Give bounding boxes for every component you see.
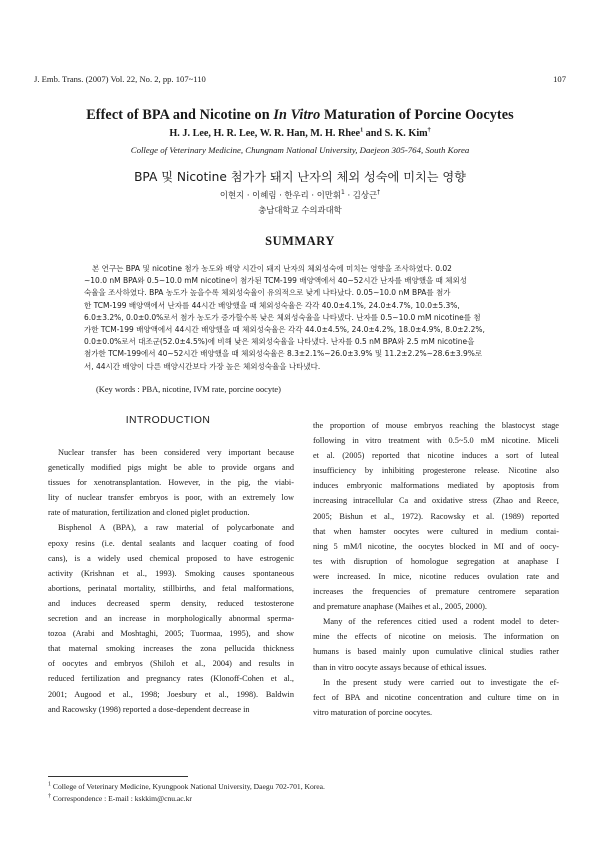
text-line: fect of BPA and nicotine concentration and culture time on in	[313, 692, 559, 702]
footnotes	[48, 781, 325, 805]
footnote-2	[48, 793, 325, 805]
text-line: In the present study were carried out to investigate the ef-	[323, 677, 559, 687]
introduction-right-column	[313, 418, 559, 720]
footnote-2-text: Correspondence : E-mail : kskkim@cnu.ac.kr	[51, 794, 192, 803]
text-line: following in vitro treatment with 0.5~5.0 mM nicotine. Miceli	[313, 436, 559, 446]
text-line: Many of the references citied used a rodent model to deter-	[323, 617, 559, 627]
text-line: epoxy resins (i.e. dental sealants and lacquer coating of food	[48, 538, 294, 548]
summary-line: ~10.0 nM BPA와 0.5~10.0 mM nicotine이 첨가된 TCM-199 배양액에서 40~52시간 난자를 배양했을 때 체외성	[84, 276, 468, 286]
text-line: that maternal smoking increases the zona pellucida thickness	[48, 644, 294, 654]
korean-authors	[30, 189, 570, 201]
author-list	[30, 128, 570, 139]
journal-citation: J. Emb. Trans. (2007) Vol. 22, No. 2, pp. 107~110	[34, 74, 206, 84]
text-line: increasing intracellular Ca and oxidative stress (Zhao and Reece,	[313, 496, 559, 506]
text-line: increases the frequencies of premature centromere separation	[313, 587, 559, 597]
text-line: secretion and an increase in morphologically abnormal sperma-	[48, 614, 294, 624]
text-line: and induces decreased sperm density, reduced testosterone	[48, 598, 294, 608]
text-line: than in vitro oocyte assays because of ethical issues.	[313, 662, 487, 672]
footnote-1-mark: 1	[48, 781, 51, 788]
text-line: Bisphenol A (BPA), a raw material of polycarbonate and	[58, 523, 294, 533]
summary-line: 0.0±0.0%로서 대조군(52.0±4.5%)에 비해 낮은 체외성숙율을 나타냈다. 난자를 0.5 nM BPA와 2.5 mM nicotine을	[84, 337, 475, 347]
korean-title: BPA 및 Nicotine 첨가가 돼지 난자의 체외 성숙에 미치는 영향	[134, 170, 466, 184]
summary-text	[84, 263, 528, 373]
text-line: tissues for xenotransplantation. However, in the pig, the viabi-	[48, 478, 294, 488]
text-line: that when hamster oocytes were cultured in medium contai-	[313, 526, 559, 536]
text-line: induces embryonic malformations mediated by apoptosis from	[313, 481, 559, 491]
korean-affiliation: 충남대학교 수의과대학	[258, 205, 342, 215]
text-line: tes with disruption of homologue segregation at anaphase I	[313, 556, 559, 566]
footnote-divider	[48, 776, 188, 777]
text-line: vitro maturation of porcine oocytes.	[313, 707, 433, 717]
text-line: et al. (2005) reported that nicotine induces a sort of luteal	[313, 451, 559, 461]
summary-line: 6.0±3.2%, 0.0±0.0%로서 첨가 농도가 증가할수록 낮은 체외성숙율을 나타냈다. 난자를 0.5~10.0 mM nicotine를 첨	[84, 312, 481, 322]
text-line: tozoa (Arabi and Moshtaghi, 2005; Tuormaa, 1995), and show	[48, 629, 294, 639]
text-line: activity (Krishnan et al., 1993). Smoking causes spontaneous	[48, 568, 294, 578]
keywords: (Key words : PBA, nicotine, IVM rate, porcine oocyte)	[96, 385, 281, 394]
korean-author-mark-1: 1	[340, 189, 345, 197]
summary-line: 숙율을 조사하였다. BPA 농도가 높을수록 체외성숙율이 유의적으로 낮게 나타났다. 0.05~10.0 nM BPA를 첨가	[84, 288, 451, 298]
text-line: Nuclear transfer has been considered very important because	[58, 448, 294, 457]
text-line: the proportion of mouse embryos reaching the blastocyst stage	[313, 421, 559, 430]
footnote-2-mark: †	[48, 793, 51, 800]
paper-title	[30, 107, 570, 124]
text-line: reduced fertilization and pregnancy rates (Klonoff-Cohen et al.,	[48, 674, 294, 684]
footnote-1-text: College of Veterinary Medicine, Kyungpook National University, Daegu 702-701, Korea.	[51, 782, 325, 791]
text-line: were increased. In mice, nicotine reduces ovulation rate and	[313, 571, 559, 581]
text-line: 2005; Bishun et al., 1972). Racowsky et al. (1989) reported	[313, 511, 559, 521]
author-names: H. J. Lee, H. R. Lee, W. R. Han, M. H. Rhee	[169, 128, 361, 139]
text-line: insufficiency by inhibiting progesterone release. Nicotine also	[313, 466, 559, 476]
text-line: cans), is a widely used chemical proposed to have estrogenic	[48, 553, 294, 563]
title-italic: In Vitro	[273, 107, 321, 123]
summary-heading: SUMMARY	[265, 234, 335, 248]
summary-line: 첨가한 TCM-199에서 40~52시간 배양했을 때 체외성숙율은 8.3±2.1%~26.0±3.9% 및 11.2±2.2%~28.6±3.9%로	[84, 349, 483, 359]
author-last: and S. K. Kim	[363, 128, 428, 139]
text-line: humans is based mainly upon cumulative clinical studies rather	[313, 647, 559, 657]
summary-line: 가한 TCM-199 배양액에서 44시간 배양했을 때 체외성숙율은 각각 44.0±4.5%, 24.0±4.2%, 18.0±4.9%, 8.0±2.2%,	[84, 325, 485, 335]
korean-author-last: · 김상근	[344, 190, 378, 200]
korean-author-names: 이현지 · 이혜림 · 한우리 · 이만휘	[219, 190, 341, 200]
text-line: 2001; Augood et al., 1998; Joesbury et al., 1998). Baldwin	[48, 689, 294, 699]
text-line: ning 5 mM/l nicotine, the oocytes blocked in MI and of oocy-	[313, 541, 559, 551]
text-line: and premature anaphase (Maihes et al., 2005, 2000).	[313, 602, 487, 612]
introduction-left-column	[48, 445, 294, 717]
text-line: lity of nuclear transfer embryos is poor, with an extremely low	[48, 493, 294, 503]
page-number: 107	[553, 74, 566, 84]
summary-line: 한 TCM-199 배양액에서 난자를 44시간 배양했을 때 체외성숙율은 각각 40.0±4.1%, 24.0±4.7%, 10.0±5.3%,	[84, 300, 460, 310]
affiliation: College of Veterinary Medicine, Chungnam National University, Daejeon 305-764, South Korea	[130, 145, 470, 155]
title-part-2: Maturation of Porcine Oocytes	[320, 107, 514, 123]
text-line: abortions, perinatal mortality, stillbirths, and fetal malformations,	[48, 583, 294, 593]
introduction-heading: INTRODUCTION	[125, 415, 211, 426]
korean-author-mark-2: †	[377, 189, 381, 197]
text-line: and Racowsky (1998) reported a dose-dependent decrease in	[48, 704, 250, 714]
text-line: genetically modified pigs might be able to provide organs and	[48, 463, 294, 473]
author-mark-1: 1	[360, 127, 364, 134]
summary-line: 본 연구는 BPA 및 nicotine 첨가 농도와 배양 시간이 돼지 난자의 체외성숙에 미치는 영향을 조사하였다. 0.02	[92, 264, 452, 273]
text-line: of oocytes and embryos (Shiloh et al., 2004) and results in	[48, 659, 294, 669]
author-mark-2: †	[427, 127, 431, 134]
footnote-1	[48, 781, 325, 793]
text-line: rate of maturation, fertilization and cloned piglet production.	[48, 508, 250, 518]
text-line: mine the effects of nicotine on meiosis. The information on	[313, 632, 559, 642]
summary-line: 서, 44시간 배양이 다른 배양시간보다 가장 높은 체외성숙율을 나타냈다.	[84, 361, 321, 371]
title-part-1: Effect of BPA and Nicotine on	[86, 107, 274, 123]
